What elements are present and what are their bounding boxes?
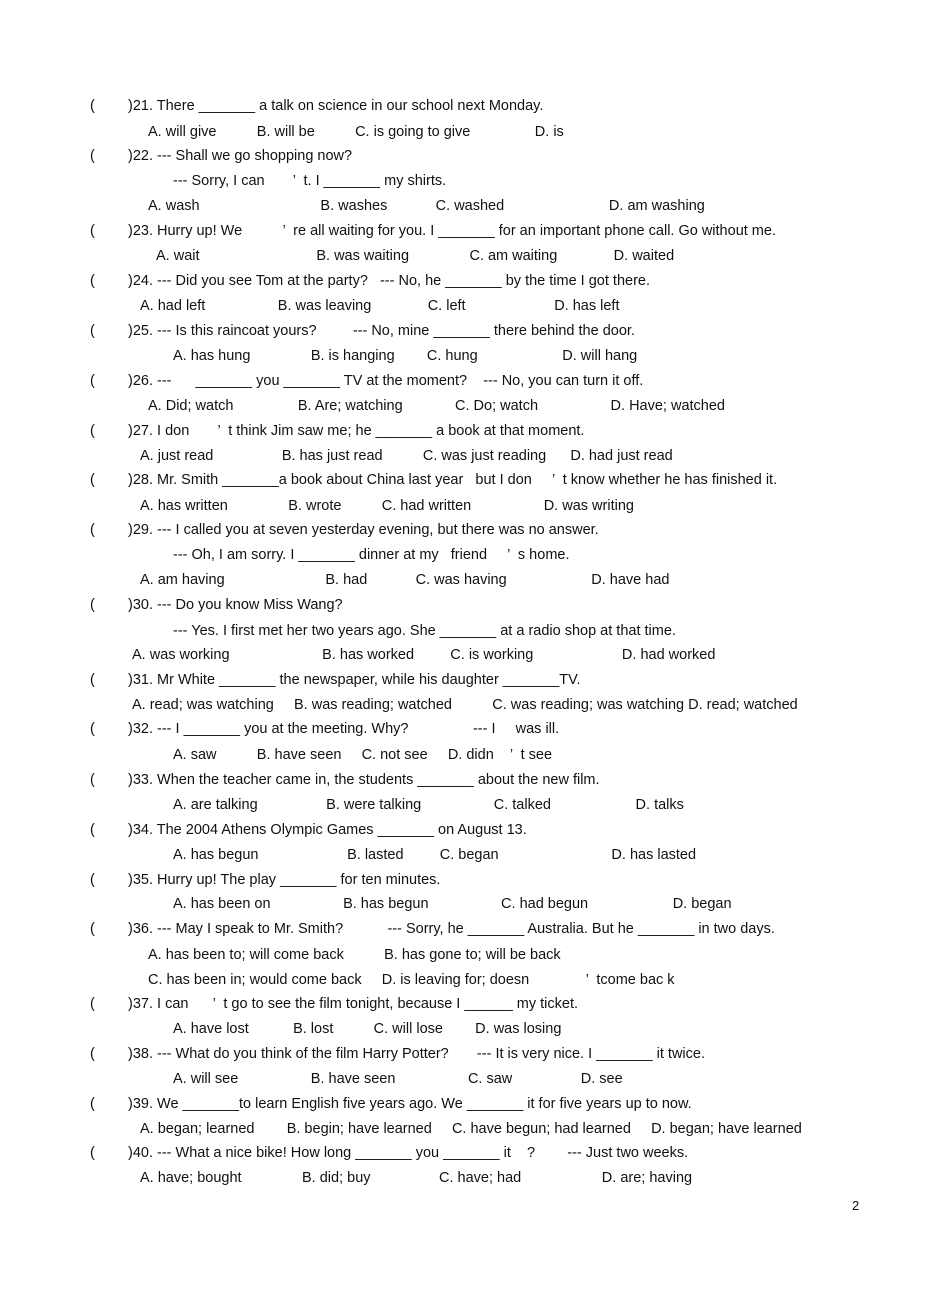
question-line: A. have lost B. lost C. will lose D. was losing <box>173 1021 562 1037</box>
answer-paren: ( <box>90 472 95 488</box>
question-stem: )21. There _______ a talk on science in our school next Monday. <box>128 98 544 114</box>
question-stem: )40. --- What a nice bike! How long _______ you _______ it ? --- Just two weeks. <box>128 1145 689 1161</box>
answer-paren: ( <box>90 1046 95 1062</box>
question-line: C. has been in; would come back D. is leaving for; doesn ’ tcome bac k <box>148 972 675 988</box>
answer-paren: ( <box>90 1096 95 1112</box>
answer-paren: ( <box>90 522 95 538</box>
question-line: A. will see B. have seen C. saw D. see <box>173 1071 623 1087</box>
question-stem: )28. Mr. Smith _______a book about China last year but I don ’ t know whether he has finished it. <box>128 472 778 488</box>
question-stem: )36. --- May I speak to Mr. Smith? --- Sorry, he _______ Australia. But he _______ in two days. <box>128 921 775 937</box>
question-stem: )27. I don ’ t think Jim saw me; he _______ a book at that moment. <box>128 423 585 439</box>
question-line: A. has been on B. has begun C. had begun D. began <box>173 896 732 912</box>
answer-paren: ( <box>90 223 95 239</box>
answer-paren: ( <box>90 721 95 737</box>
answer-paren: ( <box>90 921 95 937</box>
question-stem: )38. --- What do you think of the film Harry Potter? --- It is very nice. I _______ it twice. <box>128 1046 705 1062</box>
question-line: A. just read B. has just read C. was just reading D. had just read <box>140 448 673 464</box>
question-stem: )25. --- Is this raincoat yours? --- No, mine _______ there behind the door. <box>128 323 635 339</box>
question-line: --- Sorry, I can ’ t. I _______ my shirts. <box>173 173 447 189</box>
question-stem: )24. --- Did you see Tom at the party? --- No, he _______ by the time I got there. <box>128 273 650 289</box>
answer-paren: ( <box>90 98 95 114</box>
question-stem: )29. --- I called you at seven yesterday evening, but there was no answer. <box>128 522 599 538</box>
question-stem: )22. --- Shall we go shopping now? <box>128 148 353 164</box>
answer-paren: ( <box>90 423 95 439</box>
question-line: A. saw B. have seen C. not see D. didn ’ t see <box>173 747 553 763</box>
answer-paren: ( <box>90 273 95 289</box>
question-line: A. has begun B. lasted C. began D. has lasted <box>173 847 697 863</box>
question-line: A. have; bought B. did; buy C. have; had D. are; having <box>140 1170 693 1186</box>
question-line: A. are talking B. were talking C. talked D. talks <box>173 797 684 813</box>
question-line: A. had left B. was leaving C. left D. has left <box>140 298 620 314</box>
question-stem: )34. The 2004 Athens Olympic Games _______ on August 13. <box>128 822 527 838</box>
question-line: A. wash B. washes C. washed D. am washing <box>148 198 705 214</box>
question-stem: )23. Hurry up! We ’ re all waiting for you. I _______ for an important phone call. Go without me. <box>128 223 776 239</box>
question-stem: )30. --- Do you know Miss Wang? <box>128 597 343 613</box>
answer-paren: ( <box>90 148 95 164</box>
page-number: 2 <box>852 1198 860 1213</box>
question-line: A. will give B. will be C. is going to give D. is <box>148 124 564 140</box>
question-stem: )35. Hurry up! The play _______ for ten minutes. <box>128 872 441 888</box>
question-stem: )31. Mr White _______ the newspaper, while his daughter _______TV. <box>128 672 581 688</box>
question-line: A. am having B. had C. was having D. have had <box>140 572 670 588</box>
answer-paren: ( <box>90 323 95 339</box>
question-stem: )39. We _______to learn English five years ago. We _______ it for five years up to now. <box>128 1096 692 1112</box>
question-stem: )33. When the teacher came in, the students _______ about the new film. <box>128 772 600 788</box>
answer-paren: ( <box>90 373 95 389</box>
question-line: A. has hung B. is hanging C. hung D. will hang <box>173 348 638 364</box>
question-line: A. began; learned B. begin; have learned C. have begun; had learned D. began; have learned <box>140 1121 802 1137</box>
answer-paren: ( <box>90 872 95 888</box>
question-stem: )26. --- _______ you _______ TV at the moment? --- No, you can turn it off. <box>128 373 644 389</box>
question-line: A. Did; watch B. Are; watching C. Do; watch D. Have; watched <box>148 398 725 414</box>
answer-paren: ( <box>90 672 95 688</box>
question-line: --- Oh, I am sorry. I _______ dinner at my friend ’ s home. <box>173 547 570 563</box>
answer-paren: ( <box>90 996 95 1012</box>
question-line: A. wait B. was waiting C. am waiting D. waited <box>156 248 675 264</box>
answer-paren: ( <box>90 772 95 788</box>
answer-paren: ( <box>90 1145 95 1161</box>
answer-paren: ( <box>90 822 95 838</box>
question-line: A. read; was watching B. was reading; watched C. was reading; was watching D. read; watched <box>132 697 798 713</box>
question-stem: )37. I can ’ t go to see the film tonight, because I ______ my ticket. <box>128 996 579 1012</box>
question-line: A. has been to; will come back B. has gone to; will be back <box>148 947 561 963</box>
question-line: --- Yes. I first met her two years ago. She _______ at a radio shop at that time. <box>173 623 676 639</box>
answer-paren: ( <box>90 597 95 613</box>
question-stem: )32. --- I _______ you at the meeting. Why? --- I was ill. <box>128 721 560 737</box>
question-line: A. was working B. has worked C. is working D. had worked <box>132 647 716 663</box>
question-line: A. has written B. wrote C. had written D. was writing <box>140 498 634 514</box>
